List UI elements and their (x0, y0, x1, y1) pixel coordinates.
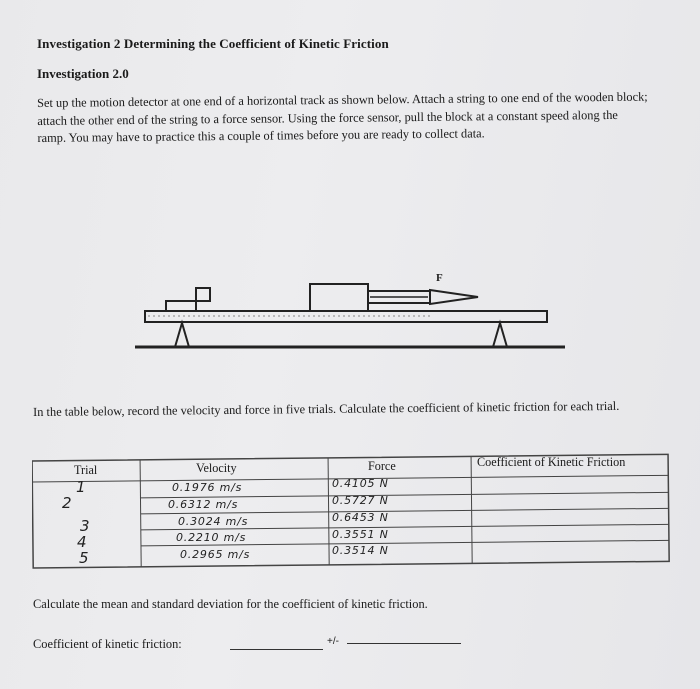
velocity-value: 0.2210 m/s (176, 531, 247, 544)
header-force: Force (368, 459, 396, 473)
velocity-value: 0.2965 m/s (180, 548, 251, 561)
header-coefficient: Coefficient of Kinetic Friction (477, 455, 626, 469)
horizontal-track (145, 311, 547, 322)
trial-number: 5 (79, 549, 90, 567)
force-value: 0.4105 N (332, 477, 389, 490)
force-value: 0.5727 N (332, 494, 389, 507)
velocity-value: 0.1976 m/s (172, 481, 243, 494)
coefficient-label: Coefficient of kinetic friction: (33, 637, 182, 651)
section-title: Investigation 2.0 (37, 66, 129, 81)
instructions-paragraph: Set up the motion detector at one end of a horizontal track as shown below. Attach a string to one end of the wooden block; attach the other end of the string to a force sensor. Using the force sensor, pull the block at a constant speed along the ramp. You may have to practice this a couple of times before you are ready to collect data. (37, 89, 648, 145)
wooden-block (310, 284, 368, 311)
force-label: F (436, 272, 443, 284)
stddev-answer-blank[interactable] (347, 643, 461, 644)
trial-number: 2 (62, 494, 73, 512)
calculation-prompt: Calculate the mean and standard deviation for the coefficient of kinetic friction. (33, 597, 428, 611)
trial-number: 3 (80, 517, 91, 535)
trial-number: 4 (77, 533, 88, 551)
track-support-right (493, 323, 507, 347)
mean-answer-blank[interactable] (230, 649, 323, 650)
header-velocity: Velocity (196, 461, 237, 475)
velocity-value: 0.3024 m/s (178, 515, 249, 528)
trial-number: 1 (76, 478, 87, 496)
force-value: 0.6453 N (332, 511, 389, 524)
force-value: 0.3514 N (332, 544, 389, 557)
velocity-value: 0.6312 m/s (168, 498, 239, 511)
force-arrow (430, 290, 478, 304)
page-title: Investigation 2 Determining the Coefficient of Kinetic Friction (37, 36, 389, 51)
plus-minus-symbol: +/- (327, 636, 339, 647)
table-instructions: In the table below, record the velocity and force in five trials. Calculate the coefficient of kinetic friction for each trial. (33, 398, 620, 419)
data-table (32, 453, 672, 573)
force-value: 0.3551 N (332, 528, 389, 541)
header-trial: Trial (74, 463, 98, 477)
motion-detector (166, 301, 196, 311)
track-setup-diagram (130, 268, 570, 358)
track-support-left (175, 323, 189, 347)
